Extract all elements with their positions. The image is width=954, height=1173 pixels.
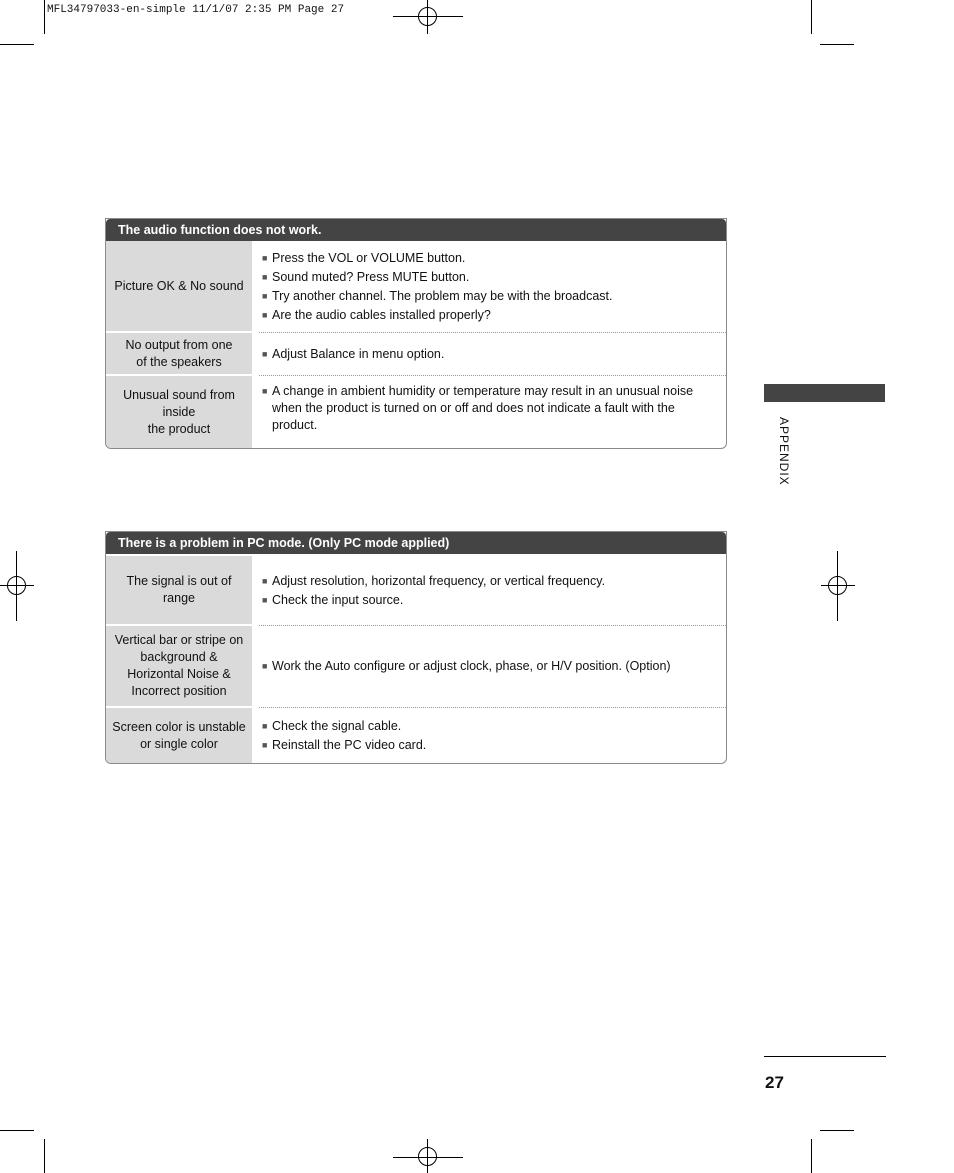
table-title: There is a problem in PC mode. (Only PC mode applied) bbox=[106, 532, 726, 554]
bullet-icon: ■ bbox=[262, 594, 268, 605]
bullet-icon: ■ bbox=[262, 348, 268, 359]
crop-mark bbox=[0, 1130, 34, 1131]
solution-cell bbox=[259, 241, 726, 333]
symptom-label: No output from one of the speakers bbox=[106, 333, 252, 376]
solution-item: ■ Adjust resolution, horizontal frequency, or vertical frequency. bbox=[262, 573, 606, 588]
solution-item: ■ Try another channel. The problem may be with the broadcast. bbox=[262, 288, 613, 303]
bullet-icon: ■ bbox=[262, 252, 268, 263]
registration-mark-left bbox=[0, 551, 34, 621]
registration-mark-bottom bbox=[393, 1139, 463, 1173]
solution-cell bbox=[259, 376, 726, 448]
bullet-icon: ■ bbox=[262, 271, 268, 282]
table-title: The audio function does not work. bbox=[106, 219, 726, 241]
page-number: 27 bbox=[765, 1073, 784, 1092]
crop-mark bbox=[820, 44, 854, 45]
solution-item: ■ Reinstall the PC video card. bbox=[262, 737, 427, 752]
solution-cell bbox=[259, 556, 726, 626]
symptom-label: Unusual sound from inside the product bbox=[106, 376, 252, 448]
crop-mark bbox=[811, 0, 812, 34]
solution-item: ■ A change in ambient humidity or temperature may result in an unusual noise when the product is turned on or off and does not indicate a fault with the product. bbox=[262, 384, 694, 432]
symptom-label: The signal is out of range bbox=[106, 556, 252, 626]
table-row bbox=[106, 626, 726, 708]
bullet-icon: ■ bbox=[262, 290, 268, 301]
table-row bbox=[106, 333, 726, 376]
registration-mark-top bbox=[393, 0, 463, 34]
bullet-icon: ■ bbox=[262, 575, 268, 586]
print-slug: MFL34797033-en-simple 11/1/07 2:35 PM Page 27 bbox=[47, 4, 345, 16]
solution-cell bbox=[259, 333, 726, 376]
solution-cell bbox=[259, 626, 726, 708]
symptom-label: Picture OK & No sound bbox=[106, 241, 252, 333]
bullet-icon: ■ bbox=[262, 720, 268, 731]
table-row bbox=[106, 376, 726, 448]
crop-mark bbox=[820, 1130, 854, 1131]
bullet-icon: ■ bbox=[262, 661, 268, 671]
pc-mode-troubleshooting-table bbox=[105, 531, 727, 764]
bullet-icon: ■ bbox=[262, 309, 268, 320]
symptom-label: Vertical bar or stripe on background & Horizontal Noise & Incorrect position bbox=[106, 626, 252, 708]
table-row bbox=[106, 241, 726, 333]
registration-mark-right bbox=[821, 551, 855, 621]
solution-item: ■ Adjust Balance in menu option. bbox=[262, 346, 445, 361]
page-number-rule bbox=[764, 1056, 886, 1057]
solution-item: ■ Work the Auto configure or adjust clock, phase, or H/V position. (Option) bbox=[262, 659, 671, 673]
table-row bbox=[106, 556, 726, 626]
symptom-label: Screen color is unstable or single color bbox=[106, 708, 252, 763]
section-label: APPENDIX bbox=[777, 417, 791, 486]
section-tab-bar bbox=[764, 384, 885, 402]
solution-cell bbox=[259, 708, 726, 763]
bullet-icon: ■ bbox=[262, 386, 268, 396]
crop-mark bbox=[44, 0, 45, 34]
table-row bbox=[106, 708, 726, 763]
solution-item: ■ Sound muted? Press MUTE button. bbox=[262, 269, 470, 284]
crop-mark bbox=[811, 1139, 812, 1173]
bullet-icon: ■ bbox=[262, 739, 268, 750]
crop-mark bbox=[0, 44, 34, 45]
solution-item: ■ Check the signal cable. bbox=[262, 718, 402, 733]
crop-mark bbox=[44, 1139, 45, 1173]
solution-item: ■ Press the VOL or VOLUME button. bbox=[262, 250, 466, 265]
solution-item: ■ Are the audio cables installed properly? bbox=[262, 307, 491, 322]
audio-troubleshooting-table bbox=[105, 218, 727, 449]
solution-item: ■ Check the input source. bbox=[262, 592, 404, 607]
